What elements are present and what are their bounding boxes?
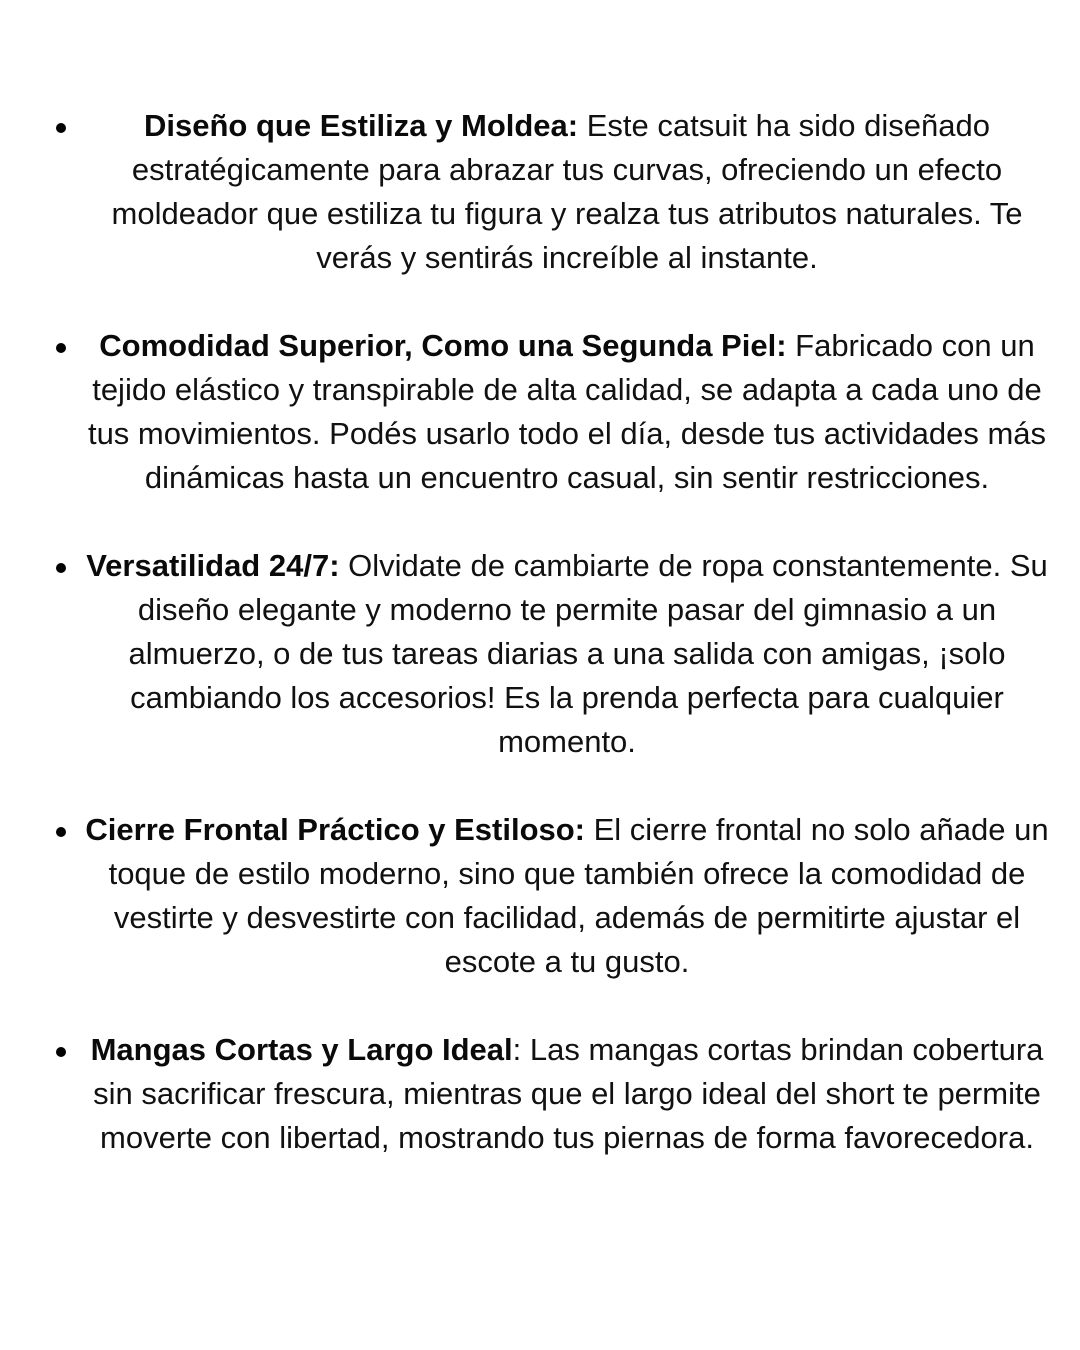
list-item [0,324,1080,500]
bullet-icon [56,123,66,133]
feature-text: Este catsuit ha sido diseñado estratégicamente para abrazar tus curvas, ofreciendo un efecto moldeador que estiliza tu figura y realza tus atributos naturales. Te verás y sentirás increíble al instante. [111,108,1023,275]
feature-title: Diseño que Estiliza y Moldea: [144,108,579,143]
bullet-icon [56,343,66,353]
feature-title: Mangas Cortas y Largo Ideal [90,1032,513,1067]
feature-text: Fabricado con un tejido elástico y transpirable de alta calidad, se adapta a cada uno de tus movimientos. Podés usarlo todo el día, desde tus actividades más dinámicas hasta un encuentro casual, sin sentir restricciones. [87,328,1047,495]
list-item [0,808,1080,984]
bullet-icon [56,1047,66,1057]
list-item [0,544,1080,764]
feature-text: Olvidate de cambiarte de ropa constantemente. Su diseño elegante y moderno te permite pasar del gimnasio a un almuerzo, o de tus tareas diarias a una salida con amigas, ¡solo cambiando los accesorios! Es la prenda perfecta para cualquier momento. [128,548,1048,759]
feature-title: Versatilidad 24/7: [86,548,340,583]
bullet-icon [56,563,66,573]
list-item [0,1028,1080,1160]
feature-list [0,104,1080,1204]
feature-title: Cierre Frontal Práctico y Estiloso: [85,812,586,847]
bullet-icon [56,827,66,837]
feature-text: El cierre frontal no solo añade un toque de estilo moderno, sino que también ofrece la comodidad de vestirte y desvestirte con facilidad, además de permitirte ajustar el escote a tu gusto. [108,812,1049,979]
list-item [0,104,1080,280]
feature-title: Comodidad Superior, Como una Segunda Piel: [99,328,787,363]
feature-text: : Las mangas cortas brindan cobertura sin sacrificar frescura, mientras que el largo ideal del short te permite moverte con libertad, mostrando tus piernas de forma favorecedora. [93,1032,1044,1155]
